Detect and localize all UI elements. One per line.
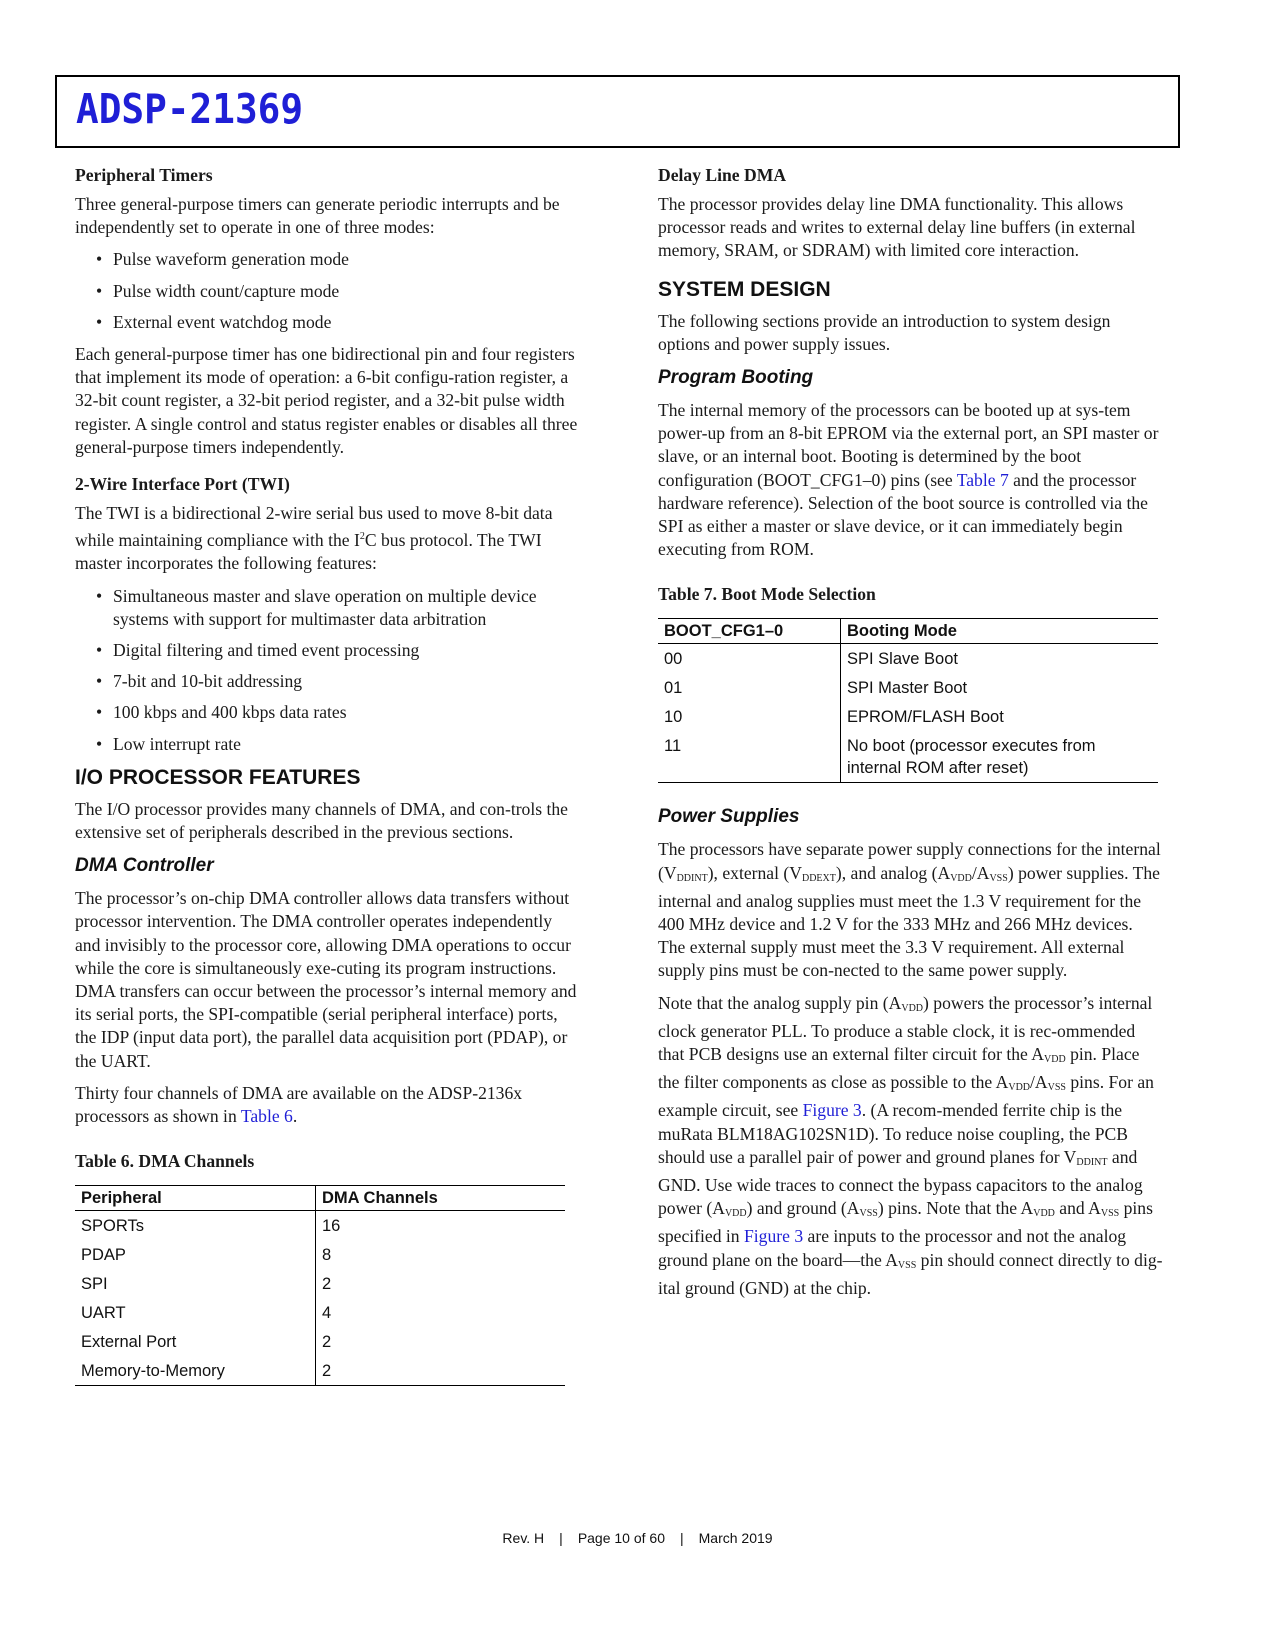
table-row xyxy=(658,644,1158,674)
table-row xyxy=(658,702,1158,731)
delay-line-body: The processor provides delay line DMA functionality. This allows processor reads and writes to external delay line buffers (in external memory, SRAM, or SDRAM) with limited core interaction. xyxy=(658,194,1136,261)
page-number: Page 10 of 60 xyxy=(577,1530,665,1546)
table-row xyxy=(75,1211,565,1241)
table-7-title: Table 7. Boot Mode Selection xyxy=(658,584,876,605)
peripheral-timers-body: Each general-purpose timer has one bidirectional pin and four registers that implement its mode of operation: a 6-bit configu-ration register, a 32-bit count register, a 32-bit period register, and a 32-bit pulse width register. A single control and status register enables or disables all three general-purpose timers independently. xyxy=(75,344,578,457)
column-header: BOOT_CFG1–0 xyxy=(658,619,841,644)
peripheral-timers-heading: Peripheral Timers xyxy=(75,165,213,185)
twi-intro: The TWI is a bidirectional 2-wire serial bus used to move 8-bit data while maintaining compliance with the $I^2C$ bus protocol. The TWI master incorporates the following features: xyxy=(75,503,553,574)
table-row xyxy=(75,1298,565,1327)
program-booting-heading: Program Booting xyxy=(658,367,814,389)
delay-line-heading: Delay Line DMA xyxy=(658,165,787,185)
revision-label: Rev. H xyxy=(502,1530,545,1546)
list-item: • Low interrupt rate xyxy=(75,733,580,756)
table-cell: 16 xyxy=(322,1217,341,1236)
table-row xyxy=(75,1269,565,1298)
power-supplies-p2: Note that the analog supply pin $(A_{VDD})$ powers the processor’s internal clock generator PLL. To produce a stable clock, it is rec-ommended that PCB designs use an external filter circuit for the $A_{VDD}$ pin. Place the filter components as close as possible to the $A_{VDD}/A_{VSS}$ pins. For an example circuit, see Figure 3. (A recom-mended ferrite chip is the muRata BLM18AG102SN1D). To reduce noise coupling, the PCB should use a parallel pair of power and ground planes for $V_{DDINT}$ and GND. Use wide traces to connect the bypass capacitors to the analog power $(A_{VDD})$ and ground $(A_{VSS})$ pins. Note that the $A_{VDD}$ and $A_{VSS}$ pins specified in Figure 3 are inputs to the processor and not the analog ground plane on the board—the $A_{VSS}$ pin should connect directly to dig-ital ground (GND) at the chip. xyxy=(658,992,1163,1298)
system-design-heading: SYSTEM DESIGN xyxy=(658,277,831,301)
io-processor-heading: I/O PROCESSOR FEATURES xyxy=(75,765,361,789)
table-cell: 10 xyxy=(658,702,841,731)
twi-heading: 2-Wire Interface Port (TWI) xyxy=(75,474,290,495)
timer-modes-list xyxy=(75,248,580,334)
figure-3-link[interactable]: Figure 3 xyxy=(743,1226,804,1247)
system-design-body: The following sections provide an introduction to system design options and power supply issues. xyxy=(658,310,1111,354)
list-item: • External event watchdog mode xyxy=(75,311,580,334)
list-item: • Simultaneous master and slave operation on multiple device systems with support for multimaster data arbitration xyxy=(75,585,580,631)
list-item: • Pulse width count/capture mode xyxy=(75,280,580,303)
list-item: • Digital filtering and timed event processing xyxy=(75,639,580,662)
table-cell: 2 xyxy=(322,1275,332,1294)
table-header-row xyxy=(658,619,1158,644)
table-6-title: Table 6. DMA Channels xyxy=(75,1151,255,1172)
table-cell: 11 xyxy=(658,731,841,783)
peripheral-timers-intro: Three general-purpose timers can generate periodic interrupts and be independently set to operate in one of three modes: xyxy=(75,194,560,238)
table-cell: 00 xyxy=(658,644,841,674)
dma-controller-body: The processor’s on-chip DMA controller allows data transfers without processor intervention. The DMA controller operates independently and invisibly to the processor core, allowing DMA operations to occur while the core is simultaneously exe-cuting its program instructions. DMA transfers can occur between the processor’s internal memory and its serial ports, the SPI-compatible (serial peripheral interface) ports, the IDP (input data port), the parallel data acquisition port (PDAP), or the UART. xyxy=(75,888,577,1071)
table-row xyxy=(75,1356,565,1386)
power-supplies-heading: Power Supplies xyxy=(658,806,800,828)
column-header: DMA Channels xyxy=(316,1186,566,1211)
power-supplies-p1: The processors have separate power supply connections for the internal $(V_{DDINT})$, external $(V_{DDEXT})$, and analog $(A_{VDD}/A_{VSS})$ power supplies. The internal and analog supplies must meet the 1.3 V requirement for the 400 MHz device and 1.2 V for the 333 MHz and 266 MHz devices. The external supply must meet the 3.3 V requirement. All external supply pins must be con-nected to the same power supply. xyxy=(658,839,1161,981)
boot-mode-table xyxy=(658,618,1158,783)
column-header: Peripheral xyxy=(75,1186,316,1211)
table-row xyxy=(658,731,1158,783)
table-cell: 2 xyxy=(322,1333,332,1352)
table-cell: 01 xyxy=(658,673,841,702)
document-title: ADSP-21369 xyxy=(76,85,304,133)
table-7-link[interactable]: Table 7 xyxy=(956,469,1009,490)
program-booting-body: The internal memory of the processors can be booted up at sys-tem power-up from an 8-bit EPROM via the external port, an SPI master or slave, or an internal boot. Booting is determined by the boot configuration (BOOT_CFG1–0) pins (see Table 7 and the processor hardware reference). Selection of the boot source is controlled via the SPI as either a master or slave device, or it can immediately begin executing from ROM. xyxy=(658,400,1159,560)
table-row xyxy=(658,673,1158,702)
list-item: • Pulse waveform generation mode xyxy=(75,248,580,271)
io-processor-body: The I/O processor provides many channels of DMA, and con-trols the extensive set of peripherals described in the previous sections. xyxy=(75,798,568,843)
column-header: Booting Mode xyxy=(841,619,1159,644)
publication-date: March 2019 xyxy=(698,1530,773,1546)
table-cell: 8 xyxy=(322,1246,332,1265)
table-row xyxy=(75,1327,565,1356)
table-row xyxy=(75,1240,565,1269)
table-cell: SPI xyxy=(75,1269,316,1298)
right-column xyxy=(658,162,1163,1309)
table-header-row xyxy=(75,1186,565,1211)
footer-separator: | xyxy=(680,1530,684,1546)
table-cell: Memory-to-Memory xyxy=(75,1356,316,1386)
table-cell: UART xyxy=(75,1298,316,1327)
table-cell: EPROM/FLASH Boot xyxy=(847,708,1004,727)
table-cell: External Port xyxy=(75,1327,316,1356)
table-cell: PDAP xyxy=(75,1240,316,1269)
dma-channels-table xyxy=(75,1185,565,1386)
table-cell: 4 xyxy=(322,1304,332,1323)
table-cell: SPORTs xyxy=(75,1211,316,1241)
footer-separator: | xyxy=(559,1530,563,1546)
twi-features-list xyxy=(75,585,580,756)
table-6-link[interactable]: Table 6 xyxy=(240,1106,293,1127)
page-footer xyxy=(0,1530,1275,1546)
table-cell: SPI Master Boot xyxy=(847,679,968,698)
list-item: • 7-bit and 10-bit addressing xyxy=(75,670,580,693)
table-cell: 2 xyxy=(316,1356,566,1386)
left-column xyxy=(75,162,580,1386)
dma-channels-paragraph: Thirty four channels of DMA are available on the ADSP-2136x processors as shown in Table 6. xyxy=(75,1082,523,1127)
table-cell: No boot (processor executes from internal ROM after reset) xyxy=(841,731,1159,783)
list-item: • 100 kbps and 400 kbps data rates xyxy=(75,701,580,724)
table-cell: SPI Slave Boot xyxy=(847,650,958,669)
figure-3-link[interactable]: Figure 3 xyxy=(802,1100,862,1121)
dma-controller-heading: DMA Controller xyxy=(75,855,214,877)
header-box xyxy=(55,75,1180,148)
